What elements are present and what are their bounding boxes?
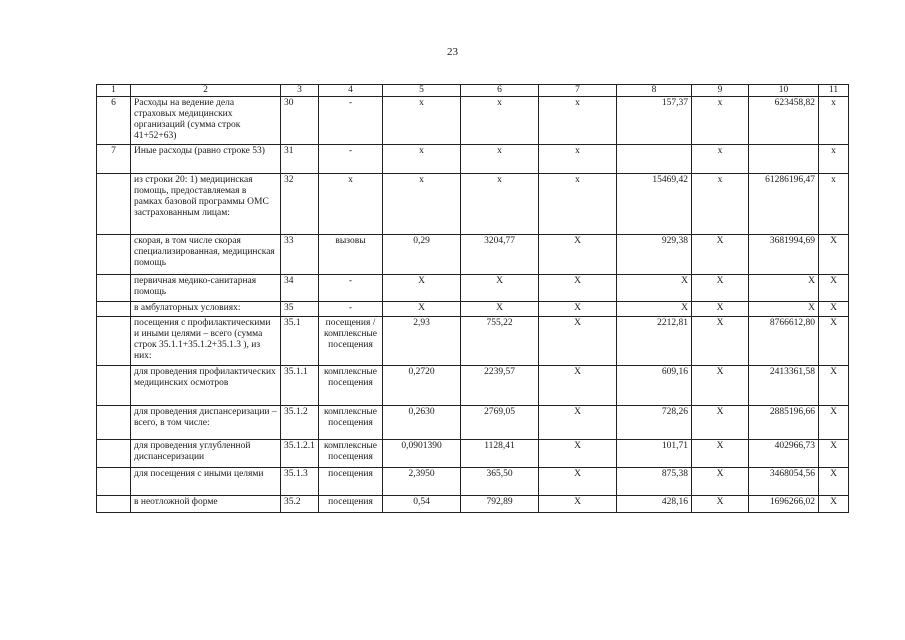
value-cell: x bbox=[539, 145, 617, 174]
row-code: 35.1.2.1 bbox=[281, 440, 319, 468]
value-cell: X bbox=[539, 440, 617, 468]
value-cell: x bbox=[692, 174, 749, 235]
table-row bbox=[97, 366, 849, 406]
col-header: 10 bbox=[749, 85, 819, 97]
unit-cell: - bbox=[319, 302, 383, 317]
row-code: 33 bbox=[281, 235, 319, 275]
row-code: 35.1.3 bbox=[281, 468, 319, 496]
row-number bbox=[97, 440, 131, 468]
unit-cell: - bbox=[319, 97, 383, 145]
row-number bbox=[97, 468, 131, 496]
col-header: 9 bbox=[692, 85, 749, 97]
value-cell: 0,54 bbox=[383, 496, 461, 513]
value-cell: 755,22 bbox=[461, 317, 539, 366]
row-description: для посещения с иными целями bbox=[131, 468, 281, 496]
value-cell: X bbox=[819, 317, 849, 366]
value-cell: X bbox=[749, 275, 819, 302]
col-header: 5 bbox=[383, 85, 461, 97]
value-cell: X bbox=[539, 366, 617, 406]
value-cell: 2,3950 bbox=[383, 468, 461, 496]
value-cell: 875,38 bbox=[617, 468, 692, 496]
value-cell: x bbox=[692, 145, 749, 174]
table-row bbox=[97, 97, 849, 145]
value-cell: x bbox=[539, 97, 617, 145]
row-number: 7 bbox=[97, 145, 131, 174]
value-cell: 365,50 bbox=[461, 468, 539, 496]
value-cell: x bbox=[383, 145, 461, 174]
value-cell: X bbox=[692, 496, 749, 513]
row-number bbox=[97, 317, 131, 366]
row-description: для проведения диспансеризации – всего, в том числе: bbox=[131, 406, 281, 440]
row-number bbox=[97, 496, 131, 513]
value-cell: X bbox=[819, 496, 849, 513]
value-cell: X bbox=[692, 275, 749, 302]
value-cell: X bbox=[617, 275, 692, 302]
value-cell: x bbox=[461, 145, 539, 174]
table-row bbox=[97, 496, 849, 513]
value-cell: X bbox=[692, 302, 749, 317]
row-description: из строки 20: 1) медицинская помощь, предоставляемая в рамках базовой программы ОМС застрахованным лицам: bbox=[131, 174, 281, 235]
value-cell: X bbox=[539, 406, 617, 440]
value-cell: X bbox=[461, 302, 539, 317]
table-row bbox=[97, 440, 849, 468]
value-cell: x bbox=[819, 97, 849, 145]
row-code: 35.1.2 bbox=[281, 406, 319, 440]
unit-cell: посещения bbox=[319, 496, 383, 513]
col-header: 2 bbox=[131, 85, 281, 97]
value-cell: x bbox=[819, 145, 849, 174]
value-cell: X bbox=[383, 302, 461, 317]
value-cell: x bbox=[383, 97, 461, 145]
col-header: 7 bbox=[539, 85, 617, 97]
row-number bbox=[97, 174, 131, 235]
value-cell: 609,16 bbox=[617, 366, 692, 406]
value-cell: 15469,42 bbox=[617, 174, 692, 235]
value-cell: 728,26 bbox=[617, 406, 692, 440]
unit-cell: комплексные посещения bbox=[319, 406, 383, 440]
table-row bbox=[97, 468, 849, 496]
table-row bbox=[97, 145, 849, 174]
value-cell bbox=[749, 145, 819, 174]
table-row bbox=[97, 235, 849, 275]
value-cell: 8766612,80 bbox=[749, 317, 819, 366]
row-description: посещения с профилактическими и иными целями – всего (сумма строк 35.1.1+35.1.2+35.1.3 ), из них: bbox=[131, 317, 281, 366]
value-cell: 0,2720 bbox=[383, 366, 461, 406]
value-cell: 402966,73 bbox=[749, 440, 819, 468]
value-cell: 0,2630 bbox=[383, 406, 461, 440]
row-description: скорая, в том числе скорая специализированная, медицинская помощь bbox=[131, 235, 281, 275]
col-header: 4 bbox=[319, 85, 383, 97]
value-cell: X bbox=[819, 440, 849, 468]
unit-cell: посещения / комплексные посещения bbox=[319, 317, 383, 366]
value-cell: X bbox=[692, 468, 749, 496]
page-number: 23 bbox=[447, 46, 458, 58]
value-cell: X bbox=[692, 235, 749, 275]
value-cell: 2239,57 bbox=[461, 366, 539, 406]
value-cell: X bbox=[461, 275, 539, 302]
unit-cell: вызовы bbox=[319, 235, 383, 275]
value-cell: X bbox=[617, 302, 692, 317]
value-cell: 3468054,56 bbox=[749, 468, 819, 496]
value-cell: 2,93 bbox=[383, 317, 461, 366]
col-header: 8 bbox=[617, 85, 692, 97]
row-code: 31 bbox=[281, 145, 319, 174]
value-cell: X bbox=[383, 275, 461, 302]
unit-cell: посещения bbox=[319, 468, 383, 496]
unit-cell: комплексные посещения bbox=[319, 366, 383, 406]
value-cell bbox=[617, 145, 692, 174]
row-number bbox=[97, 406, 131, 440]
unit-cell: комплексные посещения bbox=[319, 440, 383, 468]
value-cell: 101,71 bbox=[617, 440, 692, 468]
value-cell: 2885196,66 bbox=[749, 406, 819, 440]
col-header: 1 bbox=[97, 85, 131, 97]
value-cell: 428,16 bbox=[617, 496, 692, 513]
value-cell: 0,0901390 bbox=[383, 440, 461, 468]
value-cell: X bbox=[692, 317, 749, 366]
value-cell: X bbox=[539, 468, 617, 496]
value-cell: 1696266,02 bbox=[749, 496, 819, 513]
value-cell: X bbox=[539, 275, 617, 302]
value-cell: x bbox=[692, 97, 749, 145]
value-cell: x bbox=[383, 174, 461, 235]
row-code: 35.1 bbox=[281, 317, 319, 366]
col-header: 6 bbox=[461, 85, 539, 97]
row-number bbox=[97, 302, 131, 317]
header-row bbox=[97, 85, 849, 97]
col-header: 3 bbox=[281, 85, 319, 97]
value-cell: 61286196,47 bbox=[749, 174, 819, 235]
row-number bbox=[97, 366, 131, 406]
value-cell: X bbox=[539, 235, 617, 275]
value-cell: 157,37 bbox=[617, 97, 692, 145]
row-number bbox=[97, 235, 131, 275]
value-cell: X bbox=[539, 302, 617, 317]
col-header: 11 bbox=[819, 85, 849, 97]
value-cell: X bbox=[539, 317, 617, 366]
value-cell: 3681994,69 bbox=[749, 235, 819, 275]
value-cell: 929,38 bbox=[617, 235, 692, 275]
value-cell: 792,89 bbox=[461, 496, 539, 513]
row-description: первичная медико-санитарная помощь bbox=[131, 275, 281, 302]
row-description: в неотложной форме bbox=[131, 496, 281, 513]
value-cell: X bbox=[692, 406, 749, 440]
value-cell: X bbox=[819, 275, 849, 302]
row-number bbox=[97, 275, 131, 302]
row-code: 32 bbox=[281, 174, 319, 235]
value-cell: X bbox=[692, 366, 749, 406]
row-number: 6 bbox=[97, 97, 131, 145]
row-code: 35 bbox=[281, 302, 319, 317]
value-cell: X bbox=[819, 406, 849, 440]
value-cell: 2413361,58 bbox=[749, 366, 819, 406]
value-cell: X bbox=[819, 468, 849, 496]
unit-cell: - bbox=[319, 275, 383, 302]
value-cell: 623458,82 bbox=[749, 97, 819, 145]
data-table bbox=[96, 84, 849, 513]
value-cell: X bbox=[819, 235, 849, 275]
value-cell: 1128,41 bbox=[461, 440, 539, 468]
row-description: для проведения профилактических медицинских осмотров bbox=[131, 366, 281, 406]
value-cell: x bbox=[461, 97, 539, 145]
value-cell: 2769,05 bbox=[461, 406, 539, 440]
row-code: 34 bbox=[281, 275, 319, 302]
value-cell: 3204,77 bbox=[461, 235, 539, 275]
table-row bbox=[97, 275, 849, 302]
value-cell: 2212,81 bbox=[617, 317, 692, 366]
row-code: 35.2 bbox=[281, 496, 319, 513]
value-cell: X bbox=[749, 302, 819, 317]
row-description: для проведения углубленной диспансеризации bbox=[131, 440, 281, 468]
table-row bbox=[97, 317, 849, 366]
row-code: 30 bbox=[281, 97, 319, 145]
table-row bbox=[97, 406, 849, 440]
row-code: 35.1.1 bbox=[281, 366, 319, 406]
value-cell: x bbox=[539, 174, 617, 235]
table-row bbox=[97, 302, 849, 317]
unit-cell: - bbox=[319, 145, 383, 174]
value-cell: X bbox=[539, 496, 617, 513]
value-cell: x bbox=[819, 174, 849, 235]
value-cell: 0,29 bbox=[383, 235, 461, 275]
value-cell: X bbox=[819, 366, 849, 406]
row-description: в амбулаторных условиях: bbox=[131, 302, 281, 317]
value-cell: x bbox=[461, 174, 539, 235]
row-description: Иные расходы (равно строке 53) bbox=[131, 145, 281, 174]
value-cell: X bbox=[819, 302, 849, 317]
table-row bbox=[97, 174, 849, 235]
value-cell: X bbox=[692, 440, 749, 468]
unit-cell: x bbox=[319, 174, 383, 235]
row-description: Расходы на ведение дела страховых медицинских организаций (сумма строк 41+52+63) bbox=[131, 97, 281, 145]
